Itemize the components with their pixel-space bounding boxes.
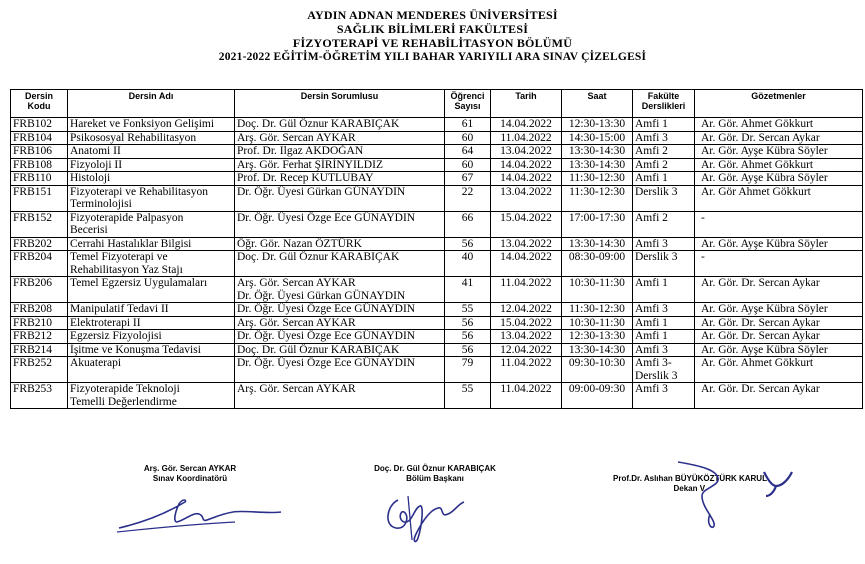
cell-code: FRB210 bbox=[11, 316, 68, 330]
signature-dean-scribble bbox=[672, 452, 812, 532]
cell-line: Elektroterapi II bbox=[70, 316, 141, 329]
cell-lecturer bbox=[235, 131, 445, 145]
cell-proctor: Ar. Gör. Dr. Sercan Aykar bbox=[695, 330, 863, 344]
cell-course-name bbox=[68, 211, 235, 237]
cell-line: Amfi 3 bbox=[635, 237, 668, 250]
cell-line: Becerisi bbox=[70, 224, 108, 236]
cell-date: 14.04.2022 bbox=[491, 172, 562, 186]
cell-course-name bbox=[68, 277, 235, 303]
table-row bbox=[11, 118, 863, 132]
cell-date: 11.04.2022 bbox=[491, 277, 562, 303]
cell-code: FRB152 bbox=[11, 211, 68, 237]
signer-name: Arş. Gör. Sercan AYKAR bbox=[143, 464, 237, 473]
cell-course-name bbox=[68, 145, 235, 159]
cell-students: 22 bbox=[445, 185, 491, 211]
cell-line: Amfi 3 bbox=[635, 343, 668, 356]
cell-course-name bbox=[68, 172, 235, 186]
cell-date: 11.04.2022 bbox=[491, 357, 562, 383]
cell-code: FRB151 bbox=[11, 185, 68, 211]
cell-line: Amfi 3- bbox=[635, 357, 672, 369]
cell-line: Amfi 3 bbox=[635, 383, 668, 395]
cell-line: Amfi 3 bbox=[635, 131, 668, 144]
cell-line: Amfi 2 bbox=[635, 211, 668, 224]
cell-line: Manipulatif Tedavi II bbox=[70, 303, 169, 315]
table-row bbox=[11, 277, 863, 303]
cell-date: 11.04.2022 bbox=[491, 131, 562, 145]
cell-time: 13:30-14:30 bbox=[562, 158, 633, 172]
cell-line: Amfi 3 bbox=[635, 303, 668, 315]
signature-block-head bbox=[335, 464, 535, 484]
cell-date: 13.04.2022 bbox=[491, 145, 562, 159]
cell-time: 13:30-14:30 bbox=[562, 237, 633, 251]
cell-students: 79 bbox=[445, 357, 491, 383]
cell-line: Psikososyal Rehabilitasyon bbox=[70, 131, 197, 144]
cell-line: Egzersiz Fizyolojisi bbox=[70, 330, 162, 342]
table-row bbox=[11, 357, 863, 383]
cell-code: FRB202 bbox=[11, 237, 68, 251]
cell-students: 55 bbox=[445, 303, 491, 317]
cell-code: FRB108 bbox=[11, 158, 68, 172]
cell-code: FRB252 bbox=[11, 357, 68, 383]
cell-line: Anatomi II bbox=[70, 145, 121, 157]
cell-time: 08:30-09:00 bbox=[562, 251, 633, 277]
cell-time: 11:30-12:30 bbox=[562, 172, 633, 186]
cell-room bbox=[633, 277, 695, 303]
table-row bbox=[11, 237, 863, 251]
cell-line: Arş. Gör. Ferhat ŞİRİNYILDIZ bbox=[237, 158, 383, 171]
cell-lecturer bbox=[235, 211, 445, 237]
table-row bbox=[11, 343, 863, 357]
table-row bbox=[11, 316, 863, 330]
cell-course-name bbox=[68, 185, 235, 211]
cell-line: Temelli Değerlendirme bbox=[70, 395, 177, 408]
table-row bbox=[11, 145, 863, 159]
cell-room bbox=[633, 145, 695, 159]
cell-time: 10:30-11:30 bbox=[562, 277, 633, 303]
cell-course-name bbox=[68, 357, 235, 383]
exam-schedule-table bbox=[10, 89, 863, 409]
cell-line: Cerrahi Hastalıklar Bilgisi bbox=[70, 237, 192, 250]
col-header-students: Öğrenci Sayısı bbox=[445, 90, 491, 118]
cell-students: 64 bbox=[445, 145, 491, 159]
table-row bbox=[11, 383, 863, 409]
cell-line: Temel Egzersiz Uygulamaları bbox=[70, 277, 208, 289]
cell-students: 60 bbox=[445, 158, 491, 172]
cell-room bbox=[633, 303, 695, 317]
cell-date: 11.04.2022 bbox=[491, 383, 562, 409]
cell-line: Prof. Dr. Recep KUTLUBAY bbox=[237, 172, 374, 184]
cell-line: Arş. Gör. Sercan AYKAR bbox=[237, 131, 356, 144]
cell-lecturer bbox=[235, 357, 445, 383]
cell-lecturer bbox=[235, 316, 445, 330]
cell-line: Arş. Gör. Sercan AYKAR bbox=[237, 383, 356, 395]
signer-title: Sınav Koordinatörü bbox=[152, 474, 228, 483]
cell-date: 12.04.2022 bbox=[491, 343, 562, 357]
cell-line: Hareket ve Fonksiyon Gelişimi bbox=[70, 118, 215, 130]
cell-date: 15.04.2022 bbox=[491, 211, 562, 237]
cell-time: 13:30-14:30 bbox=[562, 343, 633, 357]
cell-time: 14:30-15:00 bbox=[562, 131, 633, 145]
table-row bbox=[11, 211, 863, 237]
signer-title: Dekan V. bbox=[673, 484, 707, 493]
cell-proctor: Ar. Gör. Dr. Sercan Aykar bbox=[695, 316, 863, 330]
cell-room bbox=[633, 237, 695, 251]
cell-line: Amfi 1 bbox=[635, 330, 668, 342]
cell-line: Amfi 2 bbox=[635, 158, 668, 171]
cell-proctor: - bbox=[695, 251, 863, 277]
col-header-time: Saat bbox=[562, 90, 633, 118]
col-header-lecturer: Dersin Sorumlusu bbox=[235, 90, 445, 118]
table-row bbox=[11, 158, 863, 172]
cell-students: 60 bbox=[445, 131, 491, 145]
cell-students: 56 bbox=[445, 316, 491, 330]
cell-lecturer bbox=[235, 118, 445, 132]
cell-line: Dr. Öğr. Üyesi Gürkan GÜNAYDIN bbox=[237, 289, 406, 302]
cell-date: 13.04.2022 bbox=[491, 185, 562, 211]
cell-line: Histoloji bbox=[70, 172, 111, 184]
cell-proctor: Ar. Gör. Dr. Sercan Aykar bbox=[695, 383, 863, 409]
cell-proctor: Ar. Gör. Ahmet Gökkurt bbox=[695, 158, 863, 172]
cell-room bbox=[633, 383, 695, 409]
cell-line: Derslik 3 bbox=[635, 185, 678, 198]
cell-course-name bbox=[68, 237, 235, 251]
cell-room bbox=[633, 251, 695, 277]
cell-lecturer bbox=[235, 330, 445, 344]
table-row bbox=[11, 251, 863, 277]
cell-course-name bbox=[68, 330, 235, 344]
cell-students: 56 bbox=[445, 237, 491, 251]
cell-code: FRB206 bbox=[11, 277, 68, 303]
cell-time: 11:30-12:30 bbox=[562, 303, 633, 317]
cell-time: 10:30-11:30 bbox=[562, 316, 633, 330]
cell-lecturer bbox=[235, 237, 445, 251]
cell-line: Fizyoterapi ve Rehabilitasyon bbox=[70, 185, 208, 198]
cell-date: 12.04.2022 bbox=[491, 303, 562, 317]
cell-code: FRB208 bbox=[11, 303, 68, 317]
cell-date: 14.04.2022 bbox=[491, 158, 562, 172]
cell-line: Doç. Dr. Gül Öznur KARABIÇAK bbox=[237, 343, 400, 356]
cell-code: FRB204 bbox=[11, 251, 68, 277]
cell-proctor: - bbox=[695, 211, 863, 237]
cell-date: 13.04.2022 bbox=[491, 330, 562, 344]
col-header-code: Dersin Kodu bbox=[11, 90, 68, 118]
cell-course-name bbox=[68, 303, 235, 317]
cell-proctor: Ar. Gör Ahmet Gökkurt bbox=[695, 185, 863, 211]
cell-line: Rehabilitasyon Yaz Stajı bbox=[70, 263, 183, 276]
cell-code: FRB106 bbox=[11, 145, 68, 159]
cell-code: FRB102 bbox=[11, 118, 68, 132]
cell-time: 11:30-12:30 bbox=[562, 185, 633, 211]
table-row bbox=[11, 185, 863, 211]
cell-room bbox=[633, 211, 695, 237]
cell-proctor: Ar. Gör. Dr. Sercan Aykar bbox=[695, 131, 863, 145]
col-header-room: Fakülte Derslikleri bbox=[633, 90, 695, 118]
cell-line: Temel Fizyoterapi ve bbox=[70, 251, 168, 263]
cell-course-name bbox=[68, 118, 235, 132]
cell-date: 13.04.2022 bbox=[491, 237, 562, 251]
signature-block-coordinator bbox=[100, 464, 280, 484]
cell-room bbox=[633, 172, 695, 186]
cell-line: Dr. Öğr. Üyesi Özge Ece GÜNAYDIN bbox=[237, 330, 416, 342]
cell-room bbox=[633, 316, 695, 330]
cell-line: Amfi 1 bbox=[635, 118, 668, 130]
cell-date: 14.04.2022 bbox=[491, 118, 562, 132]
cell-lecturer bbox=[235, 145, 445, 159]
cell-room bbox=[633, 158, 695, 172]
cell-code: FRB214 bbox=[11, 343, 68, 357]
cell-course-name bbox=[68, 316, 235, 330]
cell-time: 12:30-13:30 bbox=[562, 330, 633, 344]
signer-name: Doç. Dr. Gül Öznur KARABIÇAK bbox=[374, 464, 496, 473]
cell-course-name bbox=[68, 131, 235, 145]
cell-lecturer bbox=[235, 158, 445, 172]
cell-room bbox=[633, 185, 695, 211]
cell-line: Doç. Dr. Gül Öznur KARABIÇAK bbox=[237, 251, 400, 263]
faculty-title: SAĞLIK BİLİMLERİ FAKÜLTESİ bbox=[336, 22, 529, 36]
cell-proctor: Ar. Gör. Ahmet Gökkurt bbox=[695, 357, 863, 383]
cell-line: Derslik 3 bbox=[635, 369, 678, 382]
cell-line: Öğr. Gör. Nazan ÖZTÜRK bbox=[237, 237, 362, 250]
cell-students: 56 bbox=[445, 343, 491, 357]
cell-proctor: Ar. Gör. Ayşe Kübra Söyler bbox=[695, 172, 863, 186]
table-row bbox=[11, 172, 863, 186]
cell-line: Prof. Dr. Ilgaz AKDOĞAN bbox=[237, 145, 364, 157]
cell-date: 14.04.2022 bbox=[491, 251, 562, 277]
cell-course-name bbox=[68, 158, 235, 172]
cell-line: Fizyoterapide Palpasyon bbox=[70, 211, 184, 224]
cell-code: FRB104 bbox=[11, 131, 68, 145]
cell-lecturer bbox=[235, 343, 445, 357]
cell-line: Terminolojisi bbox=[70, 198, 132, 210]
cell-time: 09:00-09:30 bbox=[562, 383, 633, 409]
signer-title: Bölüm Başkanı bbox=[406, 474, 464, 483]
cell-course-name bbox=[68, 343, 235, 357]
table-body bbox=[11, 118, 863, 409]
cell-students: 55 bbox=[445, 383, 491, 409]
cell-lecturer bbox=[235, 303, 445, 317]
cell-lecturer bbox=[235, 251, 445, 277]
cell-proctor: Ar. Gör. Dr. Sercan Aykar bbox=[695, 277, 863, 303]
cell-line: Dr. Öğr. Üyesi Özge Ece GÜNAYDIN bbox=[237, 303, 416, 315]
cell-line: Amfi 1 bbox=[635, 277, 668, 289]
cell-room bbox=[633, 118, 695, 132]
signature-coordinator-scribble bbox=[115, 492, 285, 534]
schedule-title: 2021-2022 EĞİTİM-ÖĞRETİM YILI BAHAR YARIYILI ARA SINAV ÇİZELGESİ bbox=[218, 51, 647, 63]
cell-students: 41 bbox=[445, 277, 491, 303]
cell-line: Arş. Gör. Sercan AYKAR bbox=[237, 277, 356, 289]
col-header-date: Tarih bbox=[491, 90, 562, 118]
cell-line: Fizyoloji II bbox=[70, 158, 123, 171]
cell-lecturer bbox=[235, 185, 445, 211]
cell-time: 12:30-13:30 bbox=[562, 118, 633, 132]
cell-line: Amfi 2 bbox=[635, 145, 668, 157]
cell-proctor: Ar. Gör. Ayşe Kübra Söyler bbox=[695, 343, 863, 357]
cell-line: Doç. Dr. Gül Öznur KARABIÇAK bbox=[237, 118, 400, 130]
col-header-name: Dersin Adı bbox=[68, 90, 235, 118]
cell-lecturer bbox=[235, 277, 445, 303]
cell-room bbox=[633, 357, 695, 383]
col-header-proctor: Gözetmenler bbox=[695, 90, 863, 118]
table-row bbox=[11, 330, 863, 344]
table-row bbox=[11, 303, 863, 317]
cell-line: Akuaterapi bbox=[70, 357, 122, 369]
cell-line: Dr. Öğr. Üyesi Gürkan GÜNAYDIN bbox=[237, 185, 406, 198]
table-header-row bbox=[11, 90, 863, 118]
cell-lecturer bbox=[235, 172, 445, 186]
cell-code: FRB253 bbox=[11, 383, 68, 409]
cell-line: Arş. Gör. Sercan AYKAR bbox=[237, 316, 356, 329]
cell-proctor: Ar. Gör. Ahmet Gökkurt bbox=[695, 118, 863, 132]
cell-course-name bbox=[68, 383, 235, 409]
cell-line: İşitme ve Konuşma Tedavisi bbox=[70, 343, 201, 356]
cell-room bbox=[633, 330, 695, 344]
cell-students: 40 bbox=[445, 251, 491, 277]
cell-date: 15.04.2022 bbox=[491, 316, 562, 330]
cell-students: 67 bbox=[445, 172, 491, 186]
signer-name: Prof.Dr. Aslıhan BÜYÜKÖZTÜRK KARUL bbox=[613, 474, 767, 483]
cell-course-name bbox=[68, 251, 235, 277]
cell-time: 17:00-17:30 bbox=[562, 211, 633, 237]
cell-line: Amfi 1 bbox=[635, 172, 668, 184]
university-title: AYDIN ADNAN MENDERES ÜNİVERSİTESİ bbox=[307, 8, 558, 22]
department-title: FİZYOTERAPİ VE REHABİLİTASYON BÖLÜMÜ bbox=[292, 36, 573, 50]
cell-line: Dr. Öğr. Üyesi Özge Ece GÜNAYDIN bbox=[237, 357, 416, 369]
cell-time: 13:30-14:30 bbox=[562, 145, 633, 159]
cell-code: FRB212 bbox=[11, 330, 68, 344]
cell-code: FRB110 bbox=[11, 172, 68, 186]
cell-line: Derslik 3 bbox=[635, 251, 678, 263]
cell-students: 61 bbox=[445, 118, 491, 132]
cell-proctor: Ar. Gör. Ayşe Kübra Söyler bbox=[695, 303, 863, 317]
signature-head-scribble bbox=[378, 486, 468, 548]
cell-students: 66 bbox=[445, 211, 491, 237]
cell-line: Fizyoterapide Teknoloji bbox=[70, 383, 180, 395]
cell-room bbox=[633, 343, 695, 357]
cell-lecturer bbox=[235, 383, 445, 409]
cell-proctor: Ar. Gör. Ayşe Kübra Söyler bbox=[695, 145, 863, 159]
cell-time: 09:30-10:30 bbox=[562, 357, 633, 383]
cell-room bbox=[633, 131, 695, 145]
cell-students: 56 bbox=[445, 330, 491, 344]
table-row bbox=[11, 131, 863, 145]
cell-line: Amfi 1 bbox=[635, 316, 668, 329]
cell-line: Dr. Öğr. Üyesi Özge Ece GÜNAYDIN bbox=[237, 211, 416, 224]
cell-proctor: Ar. Gör. Ayşe Kübra Söyler bbox=[695, 237, 863, 251]
